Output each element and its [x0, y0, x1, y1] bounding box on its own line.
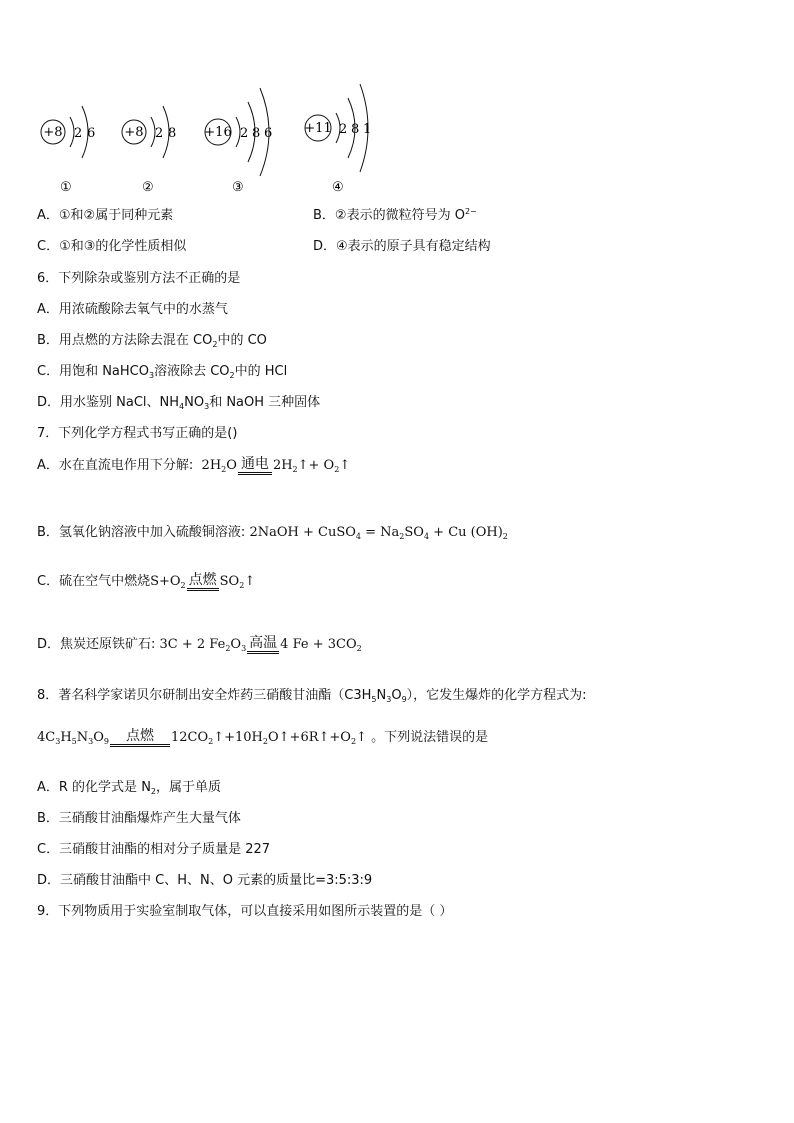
- q9-stem: 9．下列物质用于实验室制取气体，可以直接采用如图所示装置的是（ ）: [37, 904, 453, 919]
- text: C．用饱和 NaHCO: [37, 364, 149, 379]
- nucleus-charge: +8: [124, 125, 144, 140]
- atom-diagram-3: [204, 88, 272, 195]
- text: A．R 的化学式是 N: [37, 780, 151, 795]
- atom-label: ③: [232, 180, 244, 195]
- condition-text: 高温: [249, 635, 278, 651]
- q7-option-c: [37, 572, 255, 591]
- formula: N: [376, 688, 387, 703]
- q6-option-b: [37, 332, 267, 350]
- subscript: 4: [179, 402, 185, 411]
- shell-electrons: 2: [155, 126, 164, 141]
- subscript: 2: [229, 371, 235, 380]
- q5-option-b-text: B．②表示的微粒符号为 O: [313, 208, 465, 223]
- shell-electrons: 6: [87, 126, 96, 141]
- q8-equation: [37, 728, 488, 747]
- subscript: 2: [150, 787, 157, 796]
- text: D．用水鉴别 NaCl、NH: [37, 395, 180, 410]
- q8-option-c: C．三硝酸甘油酯的相对分子质量是 227: [37, 842, 271, 857]
- reaction-condition: [238, 456, 272, 475]
- shell-electrons: 1: [363, 122, 372, 137]
- text: NO: [184, 395, 205, 410]
- q8-tail-text: 。下列说法错误的是: [371, 730, 489, 745]
- q5-option-c: C．①和③的化学性质相似: [37, 239, 187, 254]
- atom-diagram-1: [41, 106, 95, 195]
- shell-electrons: 8: [252, 126, 261, 141]
- formula: H: [361, 688, 372, 703]
- atom-label: ①: [60, 180, 72, 195]
- equation: $2H_2O$ 通电 $2H_2↑+$ $O_2↑$: [197, 456, 351, 474]
- option-label: B．氢氧化钠溶液中加入硫酸铜溶液:: [37, 525, 246, 540]
- formula: 3: [353, 688, 362, 703]
- atomic-structure-diagrams: [36, 84, 376, 196]
- shell-electrons: 2: [240, 126, 249, 141]
- reaction-condition: [247, 635, 279, 654]
- q7-option-b: [37, 524, 508, 542]
- q8-option-b: B．三硝酸甘油酯爆炸产生大量气体: [37, 811, 241, 826]
- q6-option-c: [37, 363, 287, 381]
- equation: 2NaOH + CuSO$_4$ = $Na_2SO_4 + Cu$ $(OH)_2$: [249, 525, 508, 541]
- nucleus-charge: +16: [204, 125, 232, 140]
- charge-superscript: 2−: [464, 207, 477, 216]
- text: ），它发生爆炸的化学方程式为:: [406, 688, 587, 703]
- text: 中的 HCl: [234, 364, 288, 379]
- text: ，属于单质: [156, 780, 222, 795]
- equation: 3C + 2 $Fe_2O_3$ 高温 4 $Fe + 3CO_2$: [159, 635, 362, 653]
- nucleus-charge: +11: [304, 121, 332, 136]
- condition-text: 点燃: [125, 728, 154, 744]
- q7-option-d: [37, 635, 362, 654]
- q8-stem: [37, 687, 587, 705]
- option-label: A．水在直流电作用下分解:: [37, 458, 194, 473]
- q7-stem: 7．下列化学方程式书写正确的是(): [37, 426, 238, 441]
- option-label: C．硫在空气中燃烧: [37, 574, 151, 589]
- option-label: D．焦炭还原铁矿石:: [37, 637, 156, 652]
- equation: $4C_3H_5N_3O_9$ 点燃 $12CO_2↑+10H_2O↑+6R↑+O_2↑$: [37, 728, 367, 746]
- shell-electrons: 6: [264, 126, 273, 141]
- condition-text: 通电: [240, 456, 269, 472]
- text: 8．著名科学家诺贝尔研制出安全炸药三硝酸甘油酯（C: [37, 688, 354, 703]
- q7-option-a: [37, 456, 350, 475]
- subscript: 9: [401, 695, 407, 704]
- atom-label: ②: [142, 180, 154, 195]
- subscript: 3: [386, 695, 392, 704]
- reaction-condition: [187, 572, 219, 591]
- subscript: 5: [371, 695, 377, 704]
- equation: $S+O_2$ 点燃 $SO_2↑$: [150, 572, 256, 590]
- reaction-condition: [110, 728, 170, 747]
- text: 和 NaOH 三种固体: [209, 395, 321, 410]
- q6-stem: 6．下列除杂或鉴别方法不正确的是: [37, 271, 241, 286]
- subscript: 3: [149, 371, 155, 380]
- shell-electrons: 2: [339, 122, 348, 137]
- subscript: 2: [212, 340, 218, 349]
- text: 溶液除去 CO: [154, 364, 230, 379]
- condition-text: 点燃: [188, 572, 217, 588]
- shell-electrons: 8: [351, 122, 360, 137]
- q6-option-d: [37, 394, 320, 412]
- q8-option-a: [37, 779, 221, 797]
- text: B．用点燃的方法除去混在 CO: [37, 333, 213, 348]
- formula: O: [391, 688, 402, 703]
- q6-option-a: A．用浓硫酸除去氧气中的水蒸气: [37, 302, 228, 317]
- q5-option-b: [313, 207, 477, 225]
- q5-option-d: D．④表示的原子具有稳定结构: [313, 239, 491, 254]
- atom-diagram-2: [122, 106, 176, 195]
- text: 中的 CO: [217, 333, 267, 348]
- atom-label: ④: [332, 180, 344, 195]
- subscript: 3: [204, 402, 210, 411]
- atom-diagram-4: [304, 84, 371, 195]
- shell-electrons: 2: [74, 126, 83, 141]
- q8-option-d: D．三硝酸甘油酯中 C、H、N、O 元素的质量比=3:5:3:9: [37, 873, 373, 888]
- q5-option-a: A．①和②属于同种元素: [37, 208, 174, 223]
- shell-electrons: 8: [168, 126, 177, 141]
- nucleus-charge: +8: [43, 125, 63, 140]
